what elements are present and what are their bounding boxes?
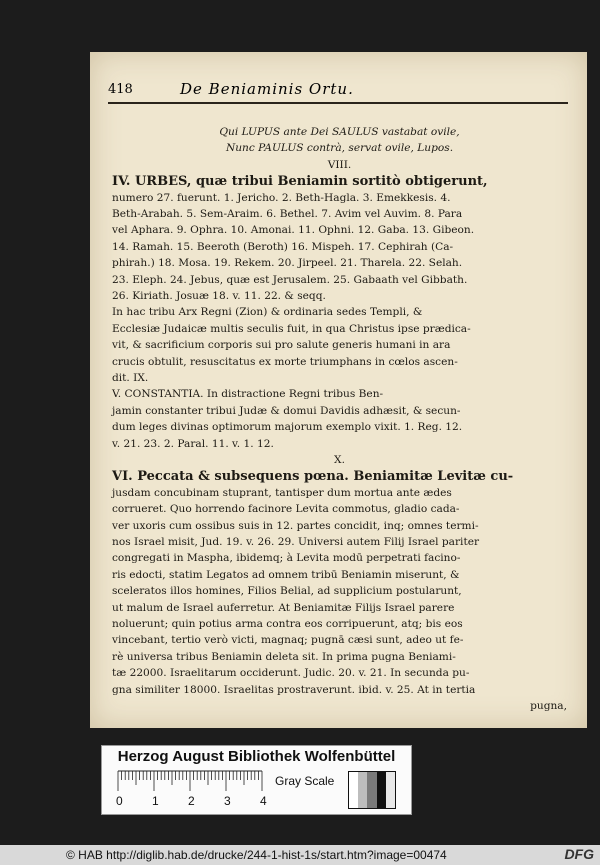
text-line: crucis obtulit, resuscitatus ex morte triumphans in cœlos ascen- bbox=[112, 355, 458, 368]
text-line: corrueret. Quo horrendo facinore Levita commotus, gladio cada- bbox=[112, 503, 460, 516]
text-line: tæ 22000. Israelitarum occiderunt. Judic. 20. v. 21. In secunda pu- bbox=[112, 667, 470, 680]
text-line: In hac tribu Arx Regni (Zion) & ordinaria sedes Templi, & bbox=[112, 306, 423, 319]
text-line: nos Israel misit, Jud. 19. v. 26. 29. Universi autem Filij Israel pariter bbox=[112, 536, 480, 548]
library-name: Herzog August Bibliothek Wolfenbüttel bbox=[117, 748, 396, 765]
gray-swatch bbox=[386, 772, 395, 808]
running-title: De Beniaminis Ortu. bbox=[180, 80, 354, 98]
dfg-logo: DFG bbox=[564, 846, 594, 862]
ruler-number: 0 bbox=[116, 794, 123, 808]
text-line: V. CONSTANTIA. In distractione Regni tribus Ben- bbox=[112, 388, 384, 401]
gray-scale-swatches bbox=[348, 771, 396, 809]
text-line: 14. Ramah. 15. Beeroth (Beroth) 16. Mispeh. 17. Cephirah (Ca- bbox=[112, 240, 454, 253]
ruler-number: 2 bbox=[188, 794, 195, 808]
footer-bar bbox=[0, 845, 600, 865]
text-line: 23. Eleph. 24. Jebus, quæ est Jerusalem. 25. Gabaath vel Gibbath. bbox=[112, 273, 468, 286]
page-number: 418 bbox=[108, 82, 133, 97]
text-line: dit. IX. bbox=[112, 372, 149, 384]
page-header bbox=[108, 80, 568, 100]
footer-link[interactable]: © HAB http://diglib.hab.de/drucke/244-1-hist-1s/start.htm?image=00474 bbox=[66, 848, 447, 862]
text-line: noluerunt; quin potius arma contra eos corripuerunt, atq; bis eos bbox=[112, 618, 463, 630]
text-line: ris edocti, statim Legatos ad omnem tribū Beniamin miserunt, & bbox=[112, 568, 460, 581]
gray-swatch bbox=[358, 772, 367, 808]
text-line: Ecclesiæ Judaicæ multis seculis fuit, in qua Christus ipse prædica- bbox=[112, 322, 471, 335]
text-line: rè universa tribus Beniamin deleta sit. In prima pugna Beniami- bbox=[112, 650, 456, 663]
ruler-scale bbox=[112, 769, 272, 793]
text-line: congregati in Maspha, ibidemq; à Levita modū perpetrati facino- bbox=[112, 552, 461, 565]
ruler-number: 3 bbox=[224, 794, 231, 808]
text-line: Qui LUPUS ante Dei SAULUS vastabat ovile, bbox=[219, 126, 460, 138]
text-line: phirah.) 18. Mosa. 19. Rekem. 20. Jirpeel. 21. Tharela. 22. Selah. bbox=[112, 257, 463, 270]
gray-scale-label: Gray Scale bbox=[275, 774, 335, 788]
ruler-number: 4 bbox=[260, 794, 267, 808]
text-line: Beth-Arabah. 5. Sem-Araim. 6. Bethel. 7. Avim vel Auvim. 8. Para bbox=[112, 208, 463, 220]
text-line: ver uxoris cum ossibus suis in 12. partes concidit, inq; omnes termi- bbox=[112, 519, 479, 532]
gray-swatch bbox=[349, 772, 358, 808]
text-line: pugna, bbox=[530, 700, 567, 712]
text-line: Nunc PAULUS contrà, servat ovile, Lupos. bbox=[225, 142, 454, 155]
text-line: v. 21. 23. 2. Paral. 11. v. 1. 12. bbox=[112, 437, 274, 450]
text-line: IV. URBES, quæ tribui Beniamin sortitò obtigerunt, bbox=[112, 174, 488, 190]
scanned-page bbox=[90, 52, 587, 728]
text-line: vel Aphara. 9. Ophra. 10. Amonai. 11. Ophni. 12. Gaba. 13. Gibeon. bbox=[112, 224, 475, 237]
text-line: dum leges divinas optimorum majorum exemplo vixit. 1. Reg. 12. bbox=[112, 421, 463, 434]
text-line: VI. Peccata & subsequens pœna. Beniamitæ Levitæ cu- bbox=[112, 469, 514, 485]
gray-swatch bbox=[377, 772, 386, 808]
text-line: 26. Kiriath. Josuæ 18. v. 11. 22. & seqq. bbox=[112, 290, 326, 302]
ruler-number: 1 bbox=[152, 794, 159, 808]
text-line: vit, & sacrificium corporis sui pro salute generis humani in ara bbox=[112, 339, 451, 352]
text-line: gna similiter 18000. Israelitas prostraverunt. ibid. v. 25. At in tertia bbox=[112, 683, 476, 696]
text-line: ut malum de Israel auferretur. At Beniamitæ Filijs Israel parere bbox=[112, 601, 455, 614]
text-line: numero 27. fuerunt. 1. Jericho. 2. Beth-Hagla. 3. Emekkesis. 4. bbox=[112, 191, 451, 204]
text-line: VIII. bbox=[327, 158, 352, 171]
text-line: vincebant, tertio verò victi, magnaq; pugnā cæsi sunt, adeo ut fe- bbox=[112, 634, 464, 647]
text-line: jusdam concubinam stuprant, tantisper dum mortua ante ædes bbox=[112, 486, 452, 499]
text-line: sceleratos illos homines, Filios Belial, ad supplicium postularunt, bbox=[112, 585, 462, 598]
text-line: X. bbox=[334, 454, 345, 466]
header-rule bbox=[108, 102, 568, 104]
gray-swatch bbox=[367, 772, 376, 808]
color-reference-card bbox=[101, 745, 412, 815]
text-line: jamin constanter tribui Judæ & domui Davidis adhæsit, & secun- bbox=[112, 404, 461, 417]
